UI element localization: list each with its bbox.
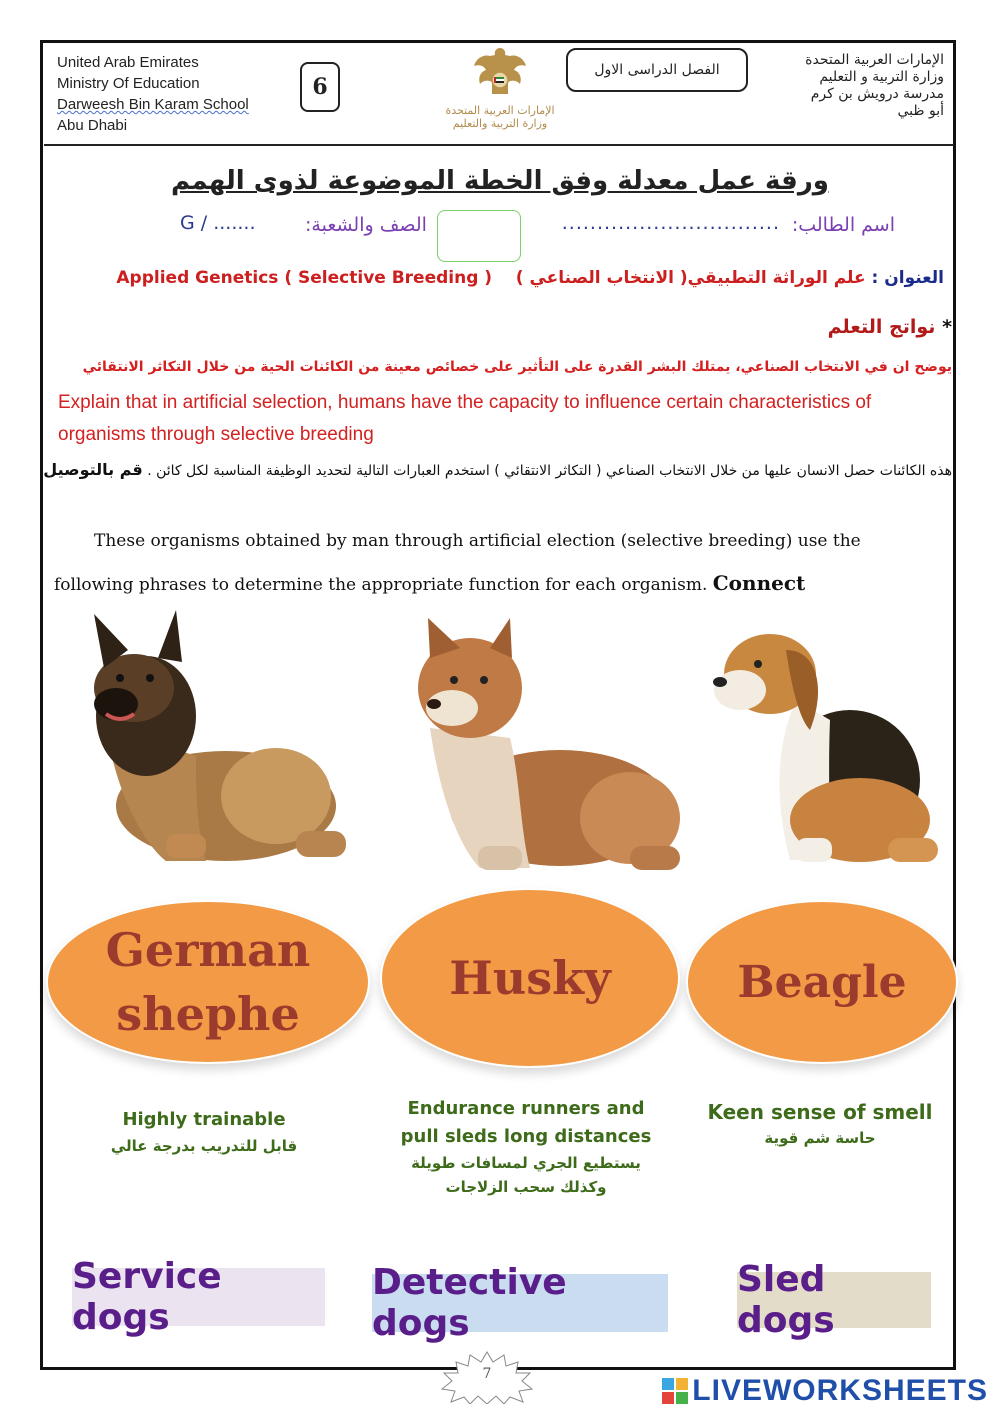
trait-en-line-1: Endurance runners and: [407, 1098, 645, 1119]
trait-en-line-1: Keen sense of smell: [707, 1100, 933, 1124]
instruction-arabic: [40, 458, 952, 483]
page-number: 7: [482, 1366, 492, 1382]
breed-oval-german-shepherd[interactable]: [46, 900, 370, 1064]
instruction-en-line-2-text: following phrases to determine the appropriate function for each organism.: [54, 575, 708, 595]
answer-sled-dogs[interactable]: Sled dogs: [737, 1272, 931, 1328]
class-label: الصف والشعبة:: [305, 214, 427, 236]
header-ar-line-3: مدرسة درويش بن كرم: [810, 86, 944, 102]
breed-name-beagle: Beagle: [737, 956, 907, 1008]
class-section: [180, 212, 256, 234]
husky-image: [400, 618, 690, 880]
class-suffix: G /: [180, 212, 208, 234]
outcome-english: Explain that in artificial selection, humans have the capacity to influence certain characteristics of organisms through selective breeding: [58, 392, 872, 445]
header-en-line-3: Darweesh Bin Karam School: [57, 96, 249, 113]
trait-smell[interactable]: [700, 1098, 940, 1150]
term-box: الفصل الدراسى الاول: [566, 48, 748, 92]
trait-endurance[interactable]: [390, 1095, 662, 1199]
student-name-input[interactable]: [437, 210, 521, 262]
topic-arabic: علم الوراثة التطبيقي( الانتخاب الصناعي ): [515, 268, 866, 288]
breed-name-husky: Husky: [449, 951, 611, 1005]
trait-ar-line-1: قابل للتدريب بدرجة عالي: [110, 1137, 298, 1155]
header-ar-line-1: الإمارات العربية المتحدة: [805, 52, 944, 68]
breed-oval-beagle[interactable]: [686, 900, 958, 1064]
breed-oval-husky[interactable]: [380, 888, 680, 1068]
breed-name-line-1: German: [105, 923, 311, 977]
topic-english: Applied Genetics ( Selective Breeding ): [116, 268, 493, 288]
instruction-en-line-1: These organisms obtained by man through artificial election (selective breeding) use the: [94, 531, 861, 551]
uae-emblem: [420, 44, 580, 136]
student-name-dots: ...............................: [561, 212, 780, 234]
outcomes-title: نواتج التعلم: [827, 316, 936, 338]
instruction-en-line-2: [54, 562, 954, 606]
outcomes-heading: [828, 316, 952, 338]
trait-en-line-2: pull sleds long distances: [400, 1126, 652, 1147]
worksheet-title: ورقة عمل معدلة وفق الخطة الموضوعة لذوى الهمم: [171, 166, 829, 196]
header-ar-line-4: أبو ظبي: [897, 103, 944, 119]
trait-en-line-1: Highly trainable: [122, 1109, 286, 1130]
instruction-ar-text: هذه الكائنات حصل الانسان عليها من خلال الانتخاب الصناعي ( التكاثر الانتقائي ) استخدم العبارات التالية لتحديد الوظيفة المناسبة لكل كائن .: [147, 463, 952, 479]
page-number-badge: [440, 1350, 534, 1404]
instruction-english: [54, 520, 954, 606]
student-name-label: اسم الطالب:: [791, 214, 895, 236]
header-en-line-1: United Arab Emirates: [57, 54, 199, 71]
trait-ar-line-1: حاسة شم قوية: [764, 1129, 876, 1147]
outcome-arabic: يوضح ان في الانتخاب الصناعي، يمتلك البشر القدرة على التأثير على خصائص معينة من الكائنات الحية من خلال التكاثر الانتقائي: [82, 359, 952, 375]
header-ar-line-2: وزارة التربية و التعليم: [819, 69, 944, 85]
beagle-image: [700, 620, 960, 870]
trait-ar-line-2: وكذلك سحب الزلاجات: [445, 1178, 607, 1196]
student-info-line: [180, 208, 895, 244]
answer-detective-dogs[interactable]: Detective dogs: [372, 1274, 668, 1332]
header-en-line-2: Ministry Of Education: [57, 75, 200, 92]
header-arabic: [744, 52, 944, 120]
liveworksheets-brand[interactable]: [662, 1374, 988, 1408]
german-shepherd-image: [46, 606, 356, 876]
outcomes-star: *: [942, 316, 952, 338]
falcon-emblem-icon: [470, 44, 530, 100]
header-en-line-4: Abu Dhabi: [57, 117, 128, 134]
grade-box: 6: [300, 62, 340, 112]
class-dots: .......: [213, 212, 256, 234]
emblem-caption-2: وزارة التربية والتعليم: [452, 117, 548, 130]
liveworksheets-logo-icon: [662, 1378, 688, 1404]
breed-name-line-2: shephe: [116, 987, 300, 1041]
trait-ar-line-1: يستطيع الجري لمسافات طويلة: [411, 1154, 641, 1172]
answer-service-dogs[interactable]: Service dogs: [72, 1268, 325, 1326]
header-english: [57, 52, 249, 136]
header-divider: [44, 144, 954, 146]
trait-trainable[interactable]: [84, 1106, 324, 1158]
instruction-ar-bold: قم بالتوصيل: [43, 460, 143, 479]
topic-label: العنوان :: [871, 268, 944, 288]
brand-text: LIVEWORKSHEETS: [692, 1374, 988, 1407]
instruction-en-bold: Connect: [712, 571, 806, 595]
emblem-caption-1: الإمارات العربية المتحدة: [445, 104, 555, 117]
topic-line: [116, 268, 944, 288]
